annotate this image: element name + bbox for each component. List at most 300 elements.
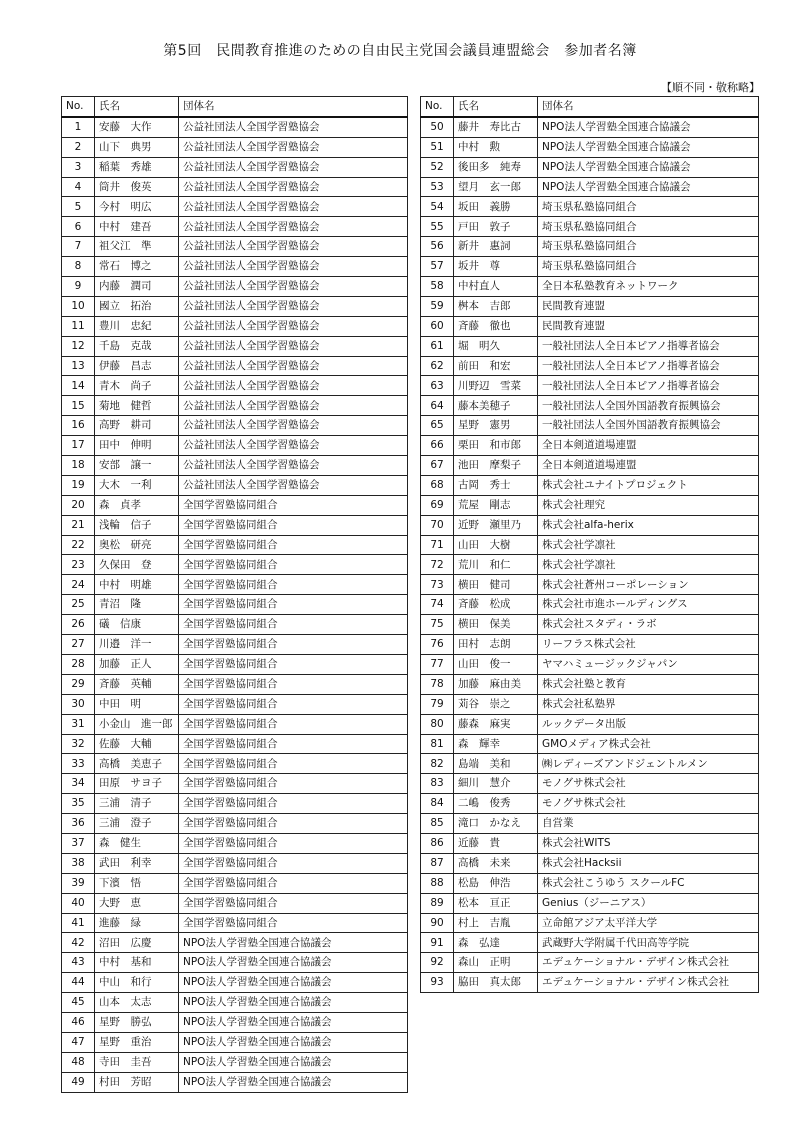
participant-name: 菊地 健哲: [95, 396, 179, 416]
row-number: 75: [421, 615, 454, 635]
table-row: [62, 416, 408, 436]
participant-name: 大野 恵: [95, 893, 179, 913]
organization-name: 株式会社ユナイトプロジェクト: [538, 475, 759, 495]
row-number: 30: [62, 694, 95, 714]
organization-name: 全国学習塾協同組合: [179, 555, 408, 575]
row-number: 60: [421, 316, 454, 336]
table-row: [421, 336, 759, 356]
organization-name: 公益社団法人全国学習塾協会: [179, 436, 408, 456]
row-number: 33: [62, 754, 95, 774]
participant-name: 加藤 正人: [95, 654, 179, 674]
participant-name: 下濱 悟: [95, 873, 179, 893]
row-number: 37: [62, 833, 95, 853]
table-row: [421, 654, 759, 674]
participant-name: 横田 保美: [454, 615, 538, 635]
organization-name: 武蔵野大学附属千代田高等学院: [538, 933, 759, 953]
participant-name: 二嶋 俊秀: [454, 794, 538, 814]
table-row: [62, 1032, 408, 1052]
participant-name: 新井 惠詞: [454, 237, 538, 257]
row-number: 93: [421, 973, 454, 993]
table-row: [62, 754, 408, 774]
participant-name: 伊藤 昌志: [95, 356, 179, 376]
participant-name: 池田 摩梨子: [454, 456, 538, 476]
table-row: [62, 177, 408, 197]
row-number: 71: [421, 535, 454, 555]
header-no: No.: [62, 97, 95, 117]
organization-name: 全国学習塾協同組合: [179, 774, 408, 794]
table-row: [62, 595, 408, 615]
participant-name: 望月 玄一郎: [454, 177, 538, 197]
participant-name: 安部 譲一: [95, 456, 179, 476]
participant-name: 苅谷 崇之: [454, 694, 538, 714]
participant-name: 武田 利幸: [95, 853, 179, 873]
participant-name: 小金山 進一郎: [95, 714, 179, 734]
row-number: 64: [421, 396, 454, 416]
table-row: [62, 436, 408, 456]
row-number: 34: [62, 774, 95, 794]
organization-name: 公益社団法人全国学習塾協会: [179, 177, 408, 197]
row-number: 10: [62, 296, 95, 316]
row-number: 6: [62, 217, 95, 237]
row-number: 23: [62, 555, 95, 575]
row-number: 87: [421, 853, 454, 873]
table-row: [62, 734, 408, 754]
organization-name: ヤマハミュージックジャパン: [538, 654, 759, 674]
organization-name: 全国学習塾協同組合: [179, 635, 408, 655]
participant-name: 中田 明: [95, 694, 179, 714]
row-number: 76: [421, 635, 454, 655]
table-row: [62, 893, 408, 913]
table-row: [62, 1012, 408, 1032]
table-row: [421, 814, 759, 834]
participant-name: 森山 正明: [454, 953, 538, 973]
participant-name: 脇田 真太郎: [454, 973, 538, 993]
organization-name: 株式会社学凛社: [538, 535, 759, 555]
organization-name: Genius（ジーニアス）: [538, 893, 759, 913]
row-number: 81: [421, 734, 454, 754]
participant-name: 田村 志朗: [454, 635, 538, 655]
participant-name: 大木 一利: [95, 475, 179, 495]
organization-name: 全国学習塾協同組合: [179, 515, 408, 535]
table-row: [421, 575, 759, 595]
organization-name: 公益社団法人全国学習塾協会: [179, 257, 408, 277]
table-row: [421, 953, 759, 973]
organization-name: 株式会社市進ホールディングス: [538, 595, 759, 615]
row-number: 46: [62, 1012, 95, 1032]
organization-name: 株式会社スタディ・ラボ: [538, 615, 759, 635]
participant-name: 藤本美穂子: [454, 396, 538, 416]
row-number: 39: [62, 873, 95, 893]
table-row: [62, 993, 408, 1013]
organization-name: 公益社団法人全国学習塾協会: [179, 157, 408, 177]
participant-name: 青沼 隆: [95, 595, 179, 615]
header-name: 氏名: [95, 97, 179, 117]
organization-name: 公益社団法人全国学習塾協会: [179, 396, 408, 416]
participant-name: 滝口 かなえ: [454, 814, 538, 834]
organization-name: 全国学習塾協同組合: [179, 615, 408, 635]
row-number: 91: [421, 933, 454, 953]
row-number: 69: [421, 495, 454, 515]
row-number: 52: [421, 157, 454, 177]
order-note: 【順不同・敬称略】: [661, 81, 760, 94]
row-number: 59: [421, 296, 454, 316]
organization-name: 全国学習塾協同組合: [179, 535, 408, 555]
row-number: 32: [62, 734, 95, 754]
row-number: 80: [421, 714, 454, 734]
participant-name: 高橋 未来: [454, 853, 538, 873]
row-number: 42: [62, 933, 95, 953]
organization-name: 民間教育連盟: [538, 296, 759, 316]
row-number: 7: [62, 237, 95, 257]
table-row: [421, 635, 759, 655]
table-row: [62, 356, 408, 376]
organization-name: 埼玉県私塾協同組合: [538, 237, 759, 257]
participant-name: 千島 克哉: [95, 336, 179, 356]
table-row: [62, 833, 408, 853]
row-number: 11: [62, 316, 95, 336]
organization-name: 全国学習塾協同組合: [179, 814, 408, 834]
table-row: [62, 555, 408, 575]
organization-name: 一般社団法人全日本ピアノ指導者協会: [538, 356, 759, 376]
table-row: [421, 515, 759, 535]
table-row: [62, 913, 408, 933]
participant-name: 斉藤 徹也: [454, 316, 538, 336]
organization-name: NPO法人学習塾全国連合協議会: [179, 1072, 408, 1092]
organization-name: 一般社団法人全国外国語教育振興協会: [538, 416, 759, 436]
row-number: 26: [62, 615, 95, 635]
table-row: [421, 137, 759, 157]
participant-name: 荒屋 剛志: [454, 495, 538, 515]
organization-name: 株式会社学凛社: [538, 555, 759, 575]
header-org: 団体名: [179, 97, 408, 117]
row-number: 77: [421, 654, 454, 674]
participant-name: 進藤 緑: [95, 913, 179, 933]
row-number: 72: [421, 555, 454, 575]
organization-name: 公益社団法人全国学習塾協会: [179, 117, 408, 137]
row-number: 40: [62, 893, 95, 913]
table-row: [421, 893, 759, 913]
organization-name: 株式会社こうゆう スクールFC: [538, 873, 759, 893]
table-row: [62, 953, 408, 973]
participant-name: 坂井 尊: [454, 257, 538, 277]
row-number: 92: [421, 953, 454, 973]
organization-name: 一般社団法人全日本ピアノ指導者協会: [538, 336, 759, 356]
row-number: 28: [62, 654, 95, 674]
row-number: 3: [62, 157, 95, 177]
participant-name: 沼田 広慶: [95, 933, 179, 953]
table-row: [421, 316, 759, 336]
row-number: 65: [421, 416, 454, 436]
participant-name: 森 健生: [95, 833, 179, 853]
table-row: [421, 535, 759, 555]
table-row: [421, 754, 759, 774]
participant-name: 川野辺 雪菜: [454, 376, 538, 396]
organization-name: 全国学習塾協同組合: [179, 754, 408, 774]
participant-name: 山田 俊一: [454, 654, 538, 674]
table-row: [62, 1072, 408, 1092]
table-row: [62, 873, 408, 893]
row-number: 35: [62, 794, 95, 814]
row-number: 49: [62, 1072, 95, 1092]
row-number: 47: [62, 1032, 95, 1052]
organization-name: 全国学習塾協同組合: [179, 794, 408, 814]
participant-name: 島端 美和: [454, 754, 538, 774]
participant-name: 高野 耕司: [95, 416, 179, 436]
participant-table-right: [420, 96, 759, 993]
participant-name: 國立 拓治: [95, 296, 179, 316]
row-number: 17: [62, 436, 95, 456]
organization-name: 全国学習塾協同組合: [179, 833, 408, 853]
header-no: No.: [421, 97, 454, 117]
participant-name: 斉藤 英輔: [95, 674, 179, 694]
participant-name: 戸田 敦子: [454, 217, 538, 237]
row-number: 54: [421, 197, 454, 217]
table-row: [421, 436, 759, 456]
organization-name: 株式会社蒼州コーポレーション: [538, 575, 759, 595]
row-number: 25: [62, 595, 95, 615]
organization-name: NPO法人学習塾全国連合協議会: [538, 177, 759, 197]
participant-name: 斉藤 松成: [454, 595, 538, 615]
table-row: [421, 157, 759, 177]
organization-name: ルックデータ出版: [538, 714, 759, 734]
participant-name: 佐藤 大輔: [95, 734, 179, 754]
table-row: [62, 396, 408, 416]
table-row: [421, 595, 759, 615]
table-row: [62, 376, 408, 396]
organization-name: 全国学習塾協同組合: [179, 913, 408, 933]
organization-name: リーフラス株式会社: [538, 635, 759, 655]
participant-name: 荒川 和仁: [454, 555, 538, 575]
table-row: [62, 257, 408, 277]
participant-name: 近野 瀬里乃: [454, 515, 538, 535]
participant-name: 中村 基和: [95, 953, 179, 973]
table-row: [62, 615, 408, 635]
table-row: [421, 973, 759, 993]
row-number: 43: [62, 953, 95, 973]
table-row: [62, 296, 408, 316]
row-number: 55: [421, 217, 454, 237]
table-row: [62, 853, 408, 873]
table-row: [62, 794, 408, 814]
row-number: 13: [62, 356, 95, 376]
participant-name: 豊川 忠紀: [95, 316, 179, 336]
table-row: [421, 177, 759, 197]
row-number: 24: [62, 575, 95, 595]
organization-name: エデュケーショナル・デザイン株式会社: [538, 973, 759, 993]
row-number: 66: [421, 436, 454, 456]
participant-name: 村上 吉胤: [454, 913, 538, 933]
row-number: 12: [62, 336, 95, 356]
participant-name: 森 輝幸: [454, 734, 538, 754]
row-number: 41: [62, 913, 95, 933]
row-number: 67: [421, 456, 454, 476]
row-number: 15: [62, 396, 95, 416]
row-number: 85: [421, 814, 454, 834]
participant-name: 稲葉 秀雄: [95, 157, 179, 177]
table-row: [421, 356, 759, 376]
table-row: [421, 774, 759, 794]
row-number: 56: [421, 237, 454, 257]
header-org: 団体名: [538, 97, 759, 117]
organization-name: 公益社団法人全国学習塾協会: [179, 237, 408, 257]
organization-name: 全国学習塾協同組合: [179, 575, 408, 595]
participant-name: 高橋 美恵子: [95, 754, 179, 774]
organization-name: 埼玉県私塾協同組合: [538, 197, 759, 217]
organization-name: 株式会社alfa-herix: [538, 515, 759, 535]
row-number: 84: [421, 794, 454, 814]
row-number: 29: [62, 674, 95, 694]
row-number: 88: [421, 873, 454, 893]
participant-name: 安藤 大作: [95, 117, 179, 137]
participant-name: 山本 太志: [95, 993, 179, 1013]
participant-name: 松島 伸浩: [454, 873, 538, 893]
row-number: 58: [421, 277, 454, 297]
participant-name: 栗田 和市郎: [454, 436, 538, 456]
table-row: [421, 674, 759, 694]
table-row: [62, 814, 408, 834]
row-number: 2: [62, 137, 95, 157]
organization-name: 公益社団法人全国学習塾協会: [179, 475, 408, 495]
organization-name: 全国学習塾協同組合: [179, 714, 408, 734]
participant-name: 浅輪 信子: [95, 515, 179, 535]
table-row: [421, 296, 759, 316]
row-number: 82: [421, 754, 454, 774]
table-row: [421, 933, 759, 953]
participant-name: 中山 和行: [95, 973, 179, 993]
row-number: 20: [62, 495, 95, 515]
table-row: [421, 694, 759, 714]
organization-name: 全国学習塾協同組合: [179, 873, 408, 893]
table-row: [421, 197, 759, 217]
organization-name: モノグサ株式会社: [538, 794, 759, 814]
table-row: [62, 316, 408, 336]
row-number: 21: [62, 515, 95, 535]
organization-name: 公益社団法人全国学習塾協会: [179, 376, 408, 396]
row-number: 22: [62, 535, 95, 555]
table-row: [421, 117, 759, 137]
participant-name: 川邉 洋一: [95, 635, 179, 655]
table-row: [421, 794, 759, 814]
organization-name: NPO法人学習塾全国連合協議会: [179, 1012, 408, 1032]
participant-name: 田原 サヨ子: [95, 774, 179, 794]
participant-name: 後田多 純寿: [454, 157, 538, 177]
table-row: [421, 873, 759, 893]
row-number: 16: [62, 416, 95, 436]
organization-name: NPO法人学習塾全国連合協議会: [179, 1052, 408, 1072]
participant-name: 星野 憲男: [454, 416, 538, 436]
organization-name: 株式会社私塾界: [538, 694, 759, 714]
organization-name: 民間教育連盟: [538, 316, 759, 336]
participant-name: 星野 重治: [95, 1032, 179, 1052]
participant-name: 古岡 秀士: [454, 475, 538, 495]
organization-name: 公益社団法人全国学習塾協会: [179, 336, 408, 356]
participant-name: 寺田 圭吾: [95, 1052, 179, 1072]
row-number: 8: [62, 257, 95, 277]
participant-name: 松本 亘正: [454, 893, 538, 913]
table-row: [62, 1052, 408, 1072]
organization-name: 公益社団法人全国学習塾協会: [179, 137, 408, 157]
table-row: [62, 535, 408, 555]
row-number: 57: [421, 257, 454, 277]
table-row: [62, 973, 408, 993]
organization-name: 全国学習塾協同組合: [179, 495, 408, 515]
participant-name: 堀 明久: [454, 336, 538, 356]
row-number: 36: [62, 814, 95, 834]
organization-name: NPO法人学習塾全国連合協議会: [538, 137, 759, 157]
table-row: [62, 137, 408, 157]
table-row: [62, 237, 408, 257]
participant-name: 近藤 貴: [454, 833, 538, 853]
table-row: [62, 654, 408, 674]
row-number: 63: [421, 376, 454, 396]
row-number: 14: [62, 376, 95, 396]
table-row: [421, 853, 759, 873]
table-row: [421, 257, 759, 277]
table-row: [421, 237, 759, 257]
row-number: 31: [62, 714, 95, 734]
organization-name: 公益社団法人全国学習塾協会: [179, 456, 408, 476]
row-number: 5: [62, 197, 95, 217]
organization-name: 公益社団法人全国学習塾協会: [179, 277, 408, 297]
participant-name: 礒 信康: [95, 615, 179, 635]
participant-name: 三浦 清子: [95, 794, 179, 814]
header-name: 氏名: [454, 97, 538, 117]
participant-name: 村田 芳昭: [95, 1072, 179, 1092]
organization-name: エデュケーショナル・デザイン株式会社: [538, 953, 759, 973]
table-row: [421, 475, 759, 495]
organization-name: NPO法人学習塾全国連合協議会: [538, 157, 759, 177]
table-row: [62, 515, 408, 535]
table-row: [62, 694, 408, 714]
table-row: [421, 396, 759, 416]
row-number: 19: [62, 475, 95, 495]
row-number: 89: [421, 893, 454, 913]
participant-name: 藤森 麻実: [454, 714, 538, 734]
row-number: 79: [421, 694, 454, 714]
organization-name: 全日本私塾教育ネットワーク: [538, 277, 759, 297]
organization-name: 全日本剣道道場連盟: [538, 456, 759, 476]
participant-name: 加藤 麻由美: [454, 674, 538, 694]
participant-name: 筒井 俊英: [95, 177, 179, 197]
table-row: [62, 277, 408, 297]
organization-name: NPO法人学習塾全国連合協議会: [179, 1032, 408, 1052]
participant-name: 森 弘達: [454, 933, 538, 953]
organization-name: NPO法人学習塾全国連合協議会: [179, 933, 408, 953]
table-row: [421, 714, 759, 734]
table-row: [62, 635, 408, 655]
participant-name: 星野 勝弘: [95, 1012, 179, 1032]
row-number: 50: [421, 117, 454, 137]
document-title: 第5回 民間教育推進のための自由民主党国会議員連盟総会 参加者名簿: [163, 43, 637, 59]
row-number: 4: [62, 177, 95, 197]
table-row: [421, 913, 759, 933]
organization-name: 全日本剣道道場連盟: [538, 436, 759, 456]
participant-name: 青木 尚子: [95, 376, 179, 396]
organization-name: 埼玉県私塾協同組合: [538, 257, 759, 277]
table-row: [421, 376, 759, 396]
table-row: [62, 774, 408, 794]
table-row: [62, 336, 408, 356]
organization-name: 株式会社塾と教育: [538, 674, 759, 694]
table-row: [421, 833, 759, 853]
participant-name: 祖父江 準: [95, 237, 179, 257]
participant-name: 中村直人: [454, 277, 538, 297]
row-number: 38: [62, 853, 95, 873]
row-number: 61: [421, 336, 454, 356]
participant-name: 中村 建吾: [95, 217, 179, 237]
row-number: 70: [421, 515, 454, 535]
row-number: 45: [62, 993, 95, 1013]
